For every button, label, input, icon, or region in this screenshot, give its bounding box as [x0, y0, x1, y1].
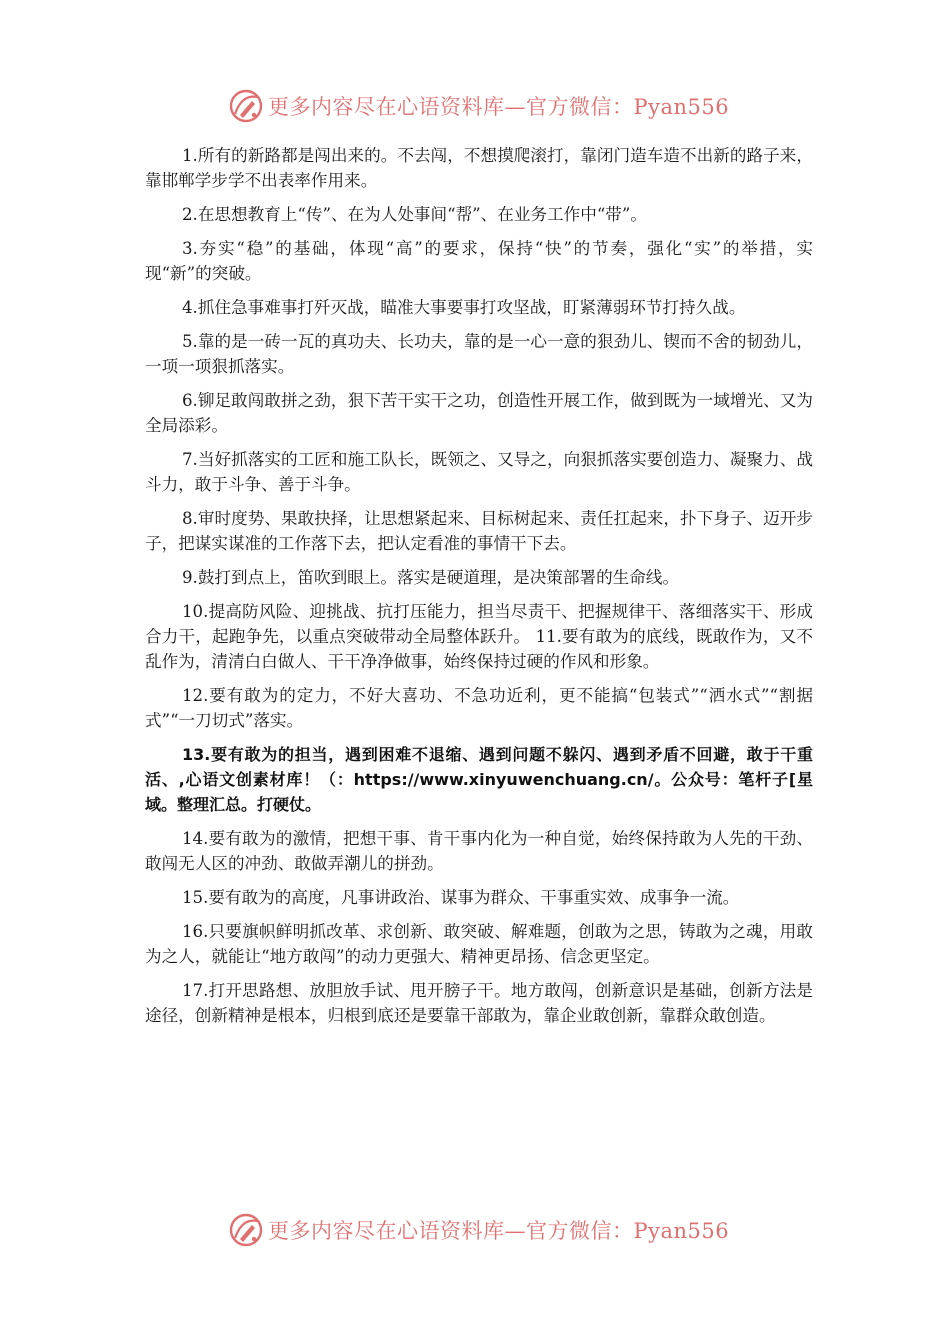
- pen-swirl-logo-icon: [228, 1212, 264, 1248]
- paragraph-15: 15.要有敢为的高度，凡事讲政治、谋事为群众、干事重实效、成事争一流。: [182, 888, 740, 907]
- paragraph-17: 17.打开思路想、放胆放手试、甩开膀子干。地方敢闯，创新意识是基础，创新方法是途径，创新精神是根本，归根到底还是要靠干部敢为，靠企业敢创新，靠群众敢创造。: [145, 981, 813, 1025]
- paragraph-5: 5.靠的是一砖一瓦的真功夫、长功夫，靠的是一心一意的狠劲儿、锲而不舍的韧劲儿，一项一项狠抓落实。: [145, 332, 813, 376]
- paragraph-2: 2.在思想教育上“传”、在为人处事间“帮”、在业务工作中“带”。: [182, 205, 647, 224]
- paragraph-9: 9.鼓打到点上，笛吹到眼上。落实是硬道理，是决策部署的生命线。: [182, 568, 680, 587]
- paragraph-10: 10.提高防风险、迎挑战、抗打压能力，担当尽责干、把握规律干、落细落实干、形成合力干，起跑争先，以重点突破带动全局整体跃升。 11.要有敢为的底线，既敢作为，又不乱作为，清清白白做人、干干净净做事，始终保持过硬的作风和形象。: [145, 602, 813, 671]
- header-banner: [228, 86, 748, 126]
- paragraph-6: 6.铆足敢闯敢拼之劲，狠下苦干实干之功，创造性开展工作，做到既为一域增光、又为全局添彩。: [145, 391, 813, 435]
- paragraph-1: 1.所有的新路都是闯出来的。不去闯，不想摸爬滚打，靠闭门造车造不出新的路子来，靠邯郸学步学不出表率作用来。: [145, 146, 813, 190]
- paragraph-13: 13.要有敢为的担当，遇到困难不退缩、遇到问题不躲闪、遇到矛盾不回避，敢于干重活、,心语文创素材库！（：https://www.xinyuwenchuang.cn/。公众号：笔杆子[星域。整理汇总。打硬仗。: [145, 745, 813, 814]
- footer-banner-text: 更多内容尽在心语资料库—官方微信：Pyan556: [268, 1219, 730, 1243]
- paragraph-4: 4.抓住急事难事打歼灭战，瞄准大事要事打攻坚战，盯紧薄弱环节打持久战。: [182, 298, 746, 317]
- paragraph-12: 12.要有敢为的定力，不好大喜功、不急功近利，更不能搞“包装式”“洒水式”“割据式”“一刀切式”落实。: [145, 686, 813, 730]
- paragraph-16: 16.只要旗帜鲜明抓改革、求创新、敢突破、解难题，创敢为之思，铸敢为之魂，用敢为之人，就能让“地方敢闯”的动力更强大、精神更昂扬、信念更坚定。: [145, 922, 813, 966]
- paragraph-8: 8.审时度势、果敢抉择，让思想紧起来、目标树起来、责任扛起来，扑下身子、迈开步子，把谋实谋准的工作落下去，把认定看准的事情干下去。: [145, 509, 813, 553]
- paragraph-7: 7.当好抓落实的工匠和施工队长，既领之、又导之，向狠抓落实要创造力、凝聚力、战斗力，敢于斗争、善于斗争。: [145, 450, 813, 494]
- header-banner-text: 更多内容尽在心语资料库—官方微信：Pyan556: [268, 95, 730, 119]
- footer-banner: [228, 1210, 748, 1250]
- paragraph-3: 3.夯实“稳”的基础，体现“高”的要求，保持“快”的节奏，强化“实”的举措，实现“新”的突破。: [145, 239, 813, 283]
- pen-swirl-logo-icon: [228, 88, 264, 124]
- document-body: [145, 143, 813, 1037]
- paragraph-14: 14.要有敢为的激情，把想干事、肯干事内化为一种自觉，始终保持敢为人先的干劲、敢闯无人区的冲劲、敢做弄潮儿的拼劲。: [145, 829, 813, 873]
